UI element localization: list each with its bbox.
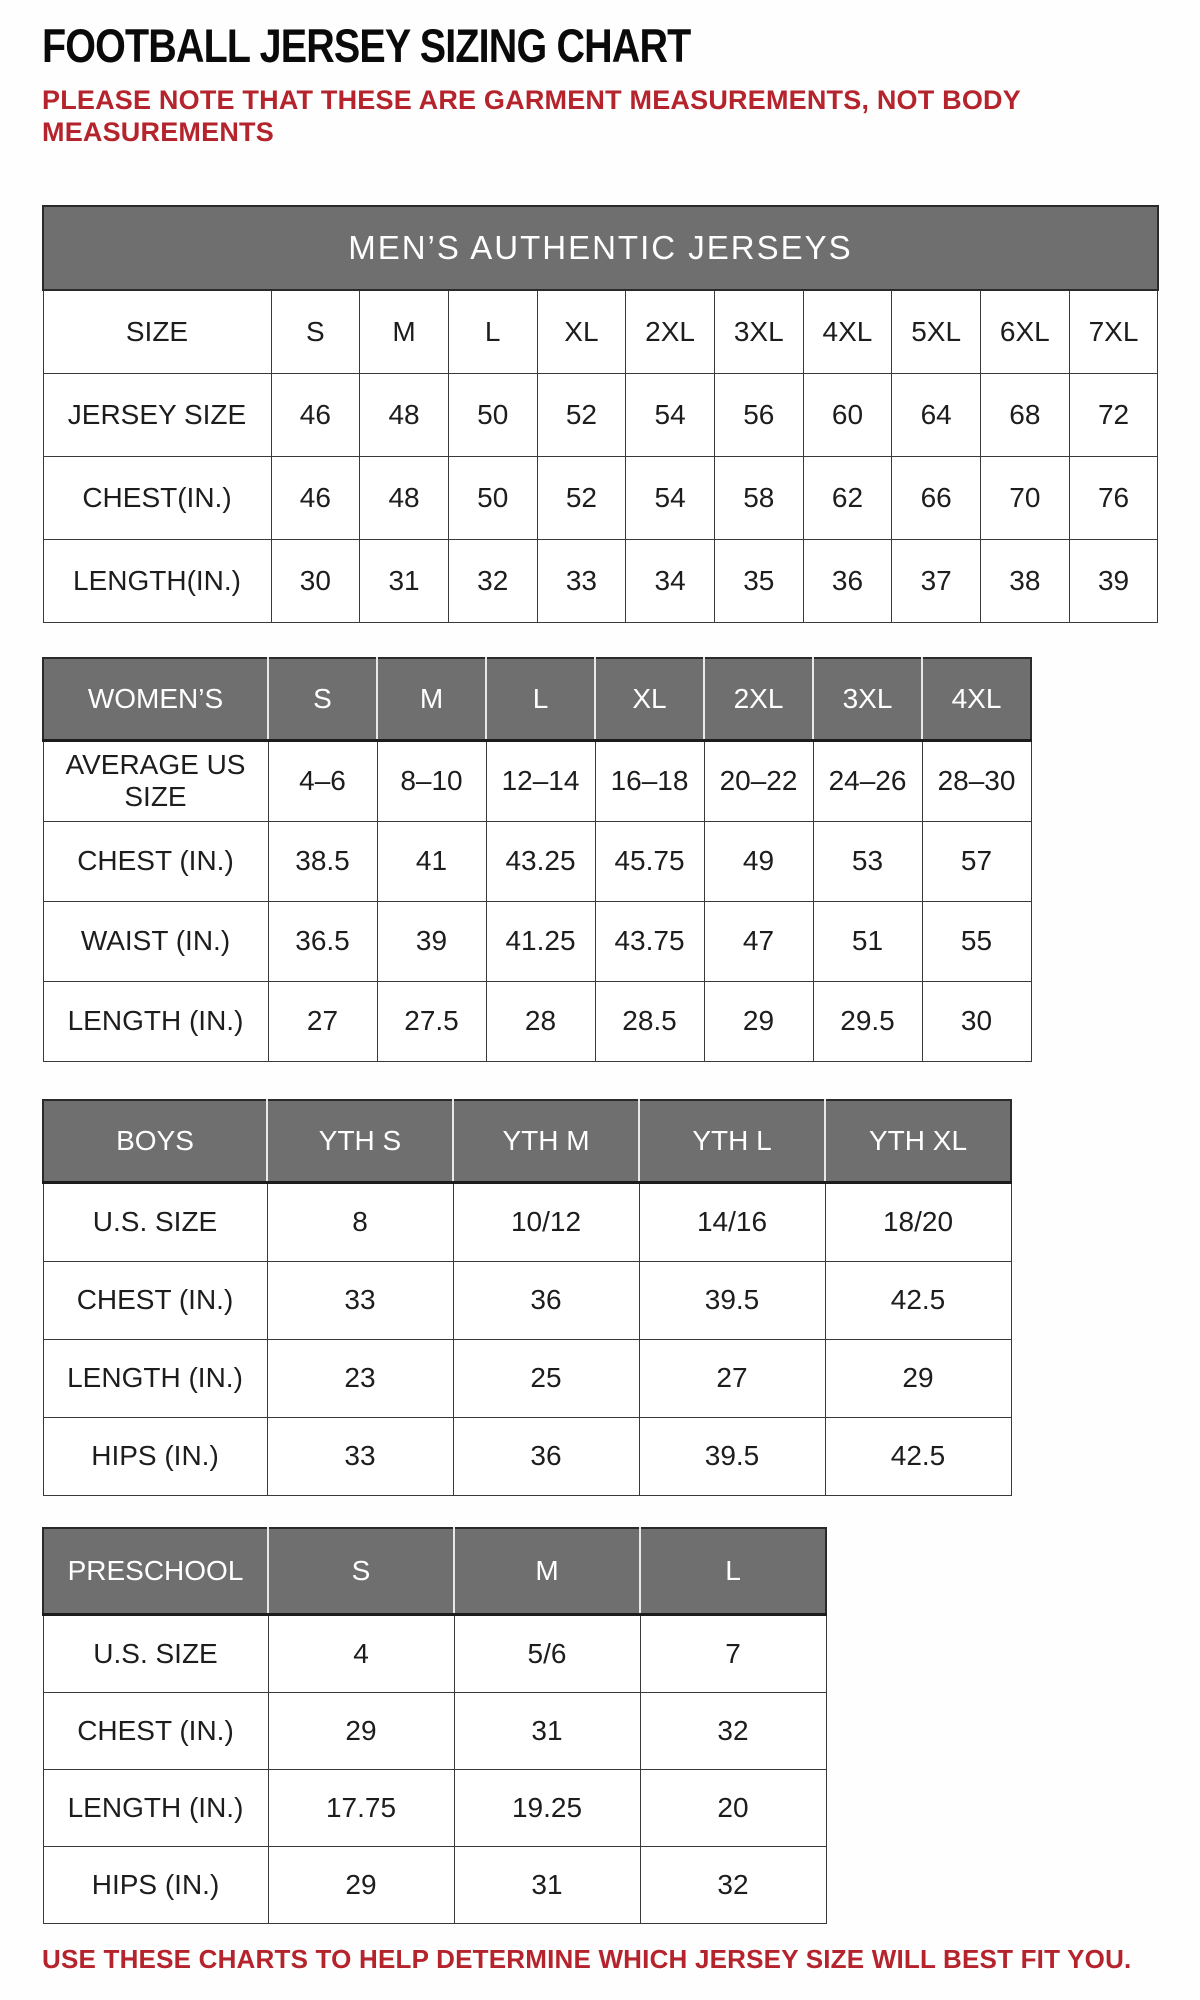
table-row [43,373,1158,456]
value-cell: 37 [892,539,981,622]
value-cell: 36 [453,1417,639,1495]
table-row [43,1614,826,1692]
value-cell: S [271,290,360,374]
value-cell: 54 [626,373,715,456]
header-cell: XL [595,658,704,741]
table-row [43,981,1031,1061]
value-cell: 3XL [714,290,803,374]
row-label: LENGTH (IN.) [43,981,268,1061]
value-cell: 49 [704,821,813,901]
header-cell: YTH S [267,1100,453,1183]
table-row [43,740,1031,821]
value-cell: 29 [268,1846,454,1923]
value-cell: 32 [640,1846,826,1923]
value-cell: 52 [537,456,626,539]
table-row [43,1417,1011,1495]
value-cell: 36 [803,539,892,622]
table-row [43,456,1158,539]
fit-help-note: USE THESE CHARTS TO HELP DETERMINE WHICH JERSEY SIZE WILL BEST FIT YOU. [42,1943,1132,1974]
value-cell: 64 [892,373,981,456]
value-cell: 27 [268,981,377,1061]
header-cell: L [640,1528,826,1615]
value-cell: 50 [448,456,537,539]
value-cell: 5XL [892,290,981,374]
table-row [43,1692,826,1769]
value-cell: 46 [271,373,360,456]
value-cell: 18/20 [825,1182,1011,1261]
header-cell: 4XL [922,658,1031,741]
value-cell: 39 [1069,539,1158,622]
value-cell: 10/12 [453,1182,639,1261]
value-cell: 29 [268,1692,454,1769]
value-cell: 38 [981,539,1070,622]
note-line-2: MEASUREMENTS [42,116,274,147]
value-cell: 45.75 [595,821,704,901]
value-cell: 33 [537,539,626,622]
table-row [43,821,1031,901]
value-cell: 19.25 [454,1769,640,1846]
table-row [43,1846,826,1923]
value-cell: 68 [981,373,1070,456]
value-cell: 32 [448,539,537,622]
row-label: U.S. SIZE [43,1614,268,1692]
value-cell: 54 [626,456,715,539]
value-cell: 7XL [1069,290,1158,374]
womens-jerseys-header-label: WOMEN’S [43,658,268,741]
table-header-row [43,1528,826,1615]
row-label: HIPS (IN.) [43,1846,268,1923]
row-label: CHEST (IN.) [43,1261,267,1339]
value-cell: 39.5 [639,1417,825,1495]
value-cell: 20 [640,1769,826,1846]
row-label: CHEST(IN.) [43,456,271,539]
value-cell: 35 [714,539,803,622]
value-cell: 51 [813,901,922,981]
row-label: HIPS (IN.) [43,1417,267,1495]
mens-authentic-jerseys-table [42,205,1159,623]
value-cell: 34 [626,539,715,622]
table-row [43,1261,1011,1339]
value-cell: 52 [537,373,626,456]
value-cell: 43.25 [486,821,595,901]
womens-jerseys-table [42,657,1032,1062]
table-header-row [43,658,1031,741]
value-cell: 30 [922,981,1031,1061]
value-cell: 48 [360,456,449,539]
value-cell: 12–14 [486,740,595,821]
row-label: U.S. SIZE [43,1182,267,1261]
value-cell: 57 [922,821,1031,901]
value-cell: L [448,290,537,374]
value-cell: 47 [704,901,813,981]
garment-measurements-note [42,85,1200,149]
value-cell: 23 [267,1339,453,1417]
value-cell: 60 [803,373,892,456]
header-cell: M [377,658,486,741]
value-cell: 17.75 [268,1769,454,1846]
note-line-1: PLEASE NOTE THAT THESE ARE GARMENT MEASUREMENTS, NOT BODY [42,85,1021,115]
header-cell: 2XL [704,658,813,741]
value-cell: 58 [714,456,803,539]
value-cell: 31 [454,1692,640,1769]
value-cell: 28 [486,981,595,1061]
value-cell: 55 [922,901,1031,981]
value-cell: 70 [981,456,1070,539]
header-cell: S [268,1528,454,1615]
value-cell: 39 [377,901,486,981]
header-cell: YTH M [453,1100,639,1183]
value-cell: 31 [360,539,449,622]
value-cell: M [360,290,449,374]
value-cell: 8–10 [377,740,486,821]
value-cell: 48 [360,373,449,456]
value-cell: 50 [448,373,537,456]
value-cell: 33 [267,1261,453,1339]
row-label: AVERAGE US SIZE [43,740,268,821]
value-cell: 25 [453,1339,639,1417]
value-cell: 32 [640,1692,826,1769]
value-cell: 29.5 [813,981,922,1061]
value-cell: 36.5 [268,901,377,981]
value-cell: 20–22 [704,740,813,821]
value-cell: 5/6 [454,1614,640,1692]
value-cell: 53 [813,821,922,901]
header-cell: 3XL [813,658,922,741]
header-cell: L [486,658,595,741]
value-cell: 6XL [981,290,1070,374]
mens-authentic-jerseys-banner: MEN’S AUTHENTIC JERSEYS [43,206,1158,290]
row-label: WAIST (IN.) [43,901,268,981]
value-cell: 36 [453,1261,639,1339]
row-label: LENGTH (IN.) [43,1769,268,1846]
value-cell: 29 [704,981,813,1061]
header-cell: YTH XL [825,1100,1011,1183]
table-row [43,539,1158,622]
header-cell: S [268,658,377,741]
value-cell: 8 [267,1182,453,1261]
value-cell: 4XL [803,290,892,374]
header-cell: YTH L [639,1100,825,1183]
value-cell: 38.5 [268,821,377,901]
table-row [43,1182,1011,1261]
value-cell: 43.75 [595,901,704,981]
row-label: SIZE [43,290,271,374]
row-label: JERSEY SIZE [43,373,271,456]
value-cell: 28–30 [922,740,1031,821]
row-label: LENGTH (IN.) [43,1339,267,1417]
value-cell: 27 [639,1339,825,1417]
value-cell: 2XL [626,290,715,374]
table-row [43,901,1031,981]
value-cell: 76 [1069,456,1158,539]
value-cell: 41.25 [486,901,595,981]
page-title: FOOTBALL JERSEY SIZING CHART [42,19,691,72]
value-cell: 42.5 [825,1417,1011,1495]
value-cell: 27.5 [377,981,486,1061]
value-cell: 41 [377,821,486,901]
boys-jerseys-table [42,1099,1012,1496]
table-row [43,1769,826,1846]
boys-jerseys-header-label: BOYS [43,1100,267,1183]
value-cell: 39.5 [639,1261,825,1339]
row-label: LENGTH(IN.) [43,539,271,622]
header-cell: M [454,1528,640,1615]
value-cell: 42.5 [825,1261,1011,1339]
table-row [43,290,1158,374]
preschool-jerseys-header-label: PRESCHOOL [43,1528,268,1615]
value-cell: 46 [271,456,360,539]
value-cell: 16–18 [595,740,704,821]
value-cell: 29 [825,1339,1011,1417]
value-cell: 66 [892,456,981,539]
value-cell: 4 [268,1614,454,1692]
value-cell: 4–6 [268,740,377,821]
value-cell: 56 [714,373,803,456]
value-cell: XL [537,290,626,374]
table-row [43,1339,1011,1417]
table-header-row [43,1100,1011,1183]
value-cell: 31 [454,1846,640,1923]
preschool-jerseys-table [42,1527,827,1924]
table-banner-row [43,206,1158,290]
value-cell: 33 [267,1417,453,1495]
value-cell: 14/16 [639,1182,825,1261]
value-cell: 24–26 [813,740,922,821]
value-cell: 62 [803,456,892,539]
row-label: CHEST (IN.) [43,1692,268,1769]
value-cell: 30 [271,539,360,622]
row-label: CHEST (IN.) [43,821,268,901]
value-cell: 72 [1069,373,1158,456]
value-cell: 7 [640,1614,826,1692]
value-cell: 28.5 [595,981,704,1061]
